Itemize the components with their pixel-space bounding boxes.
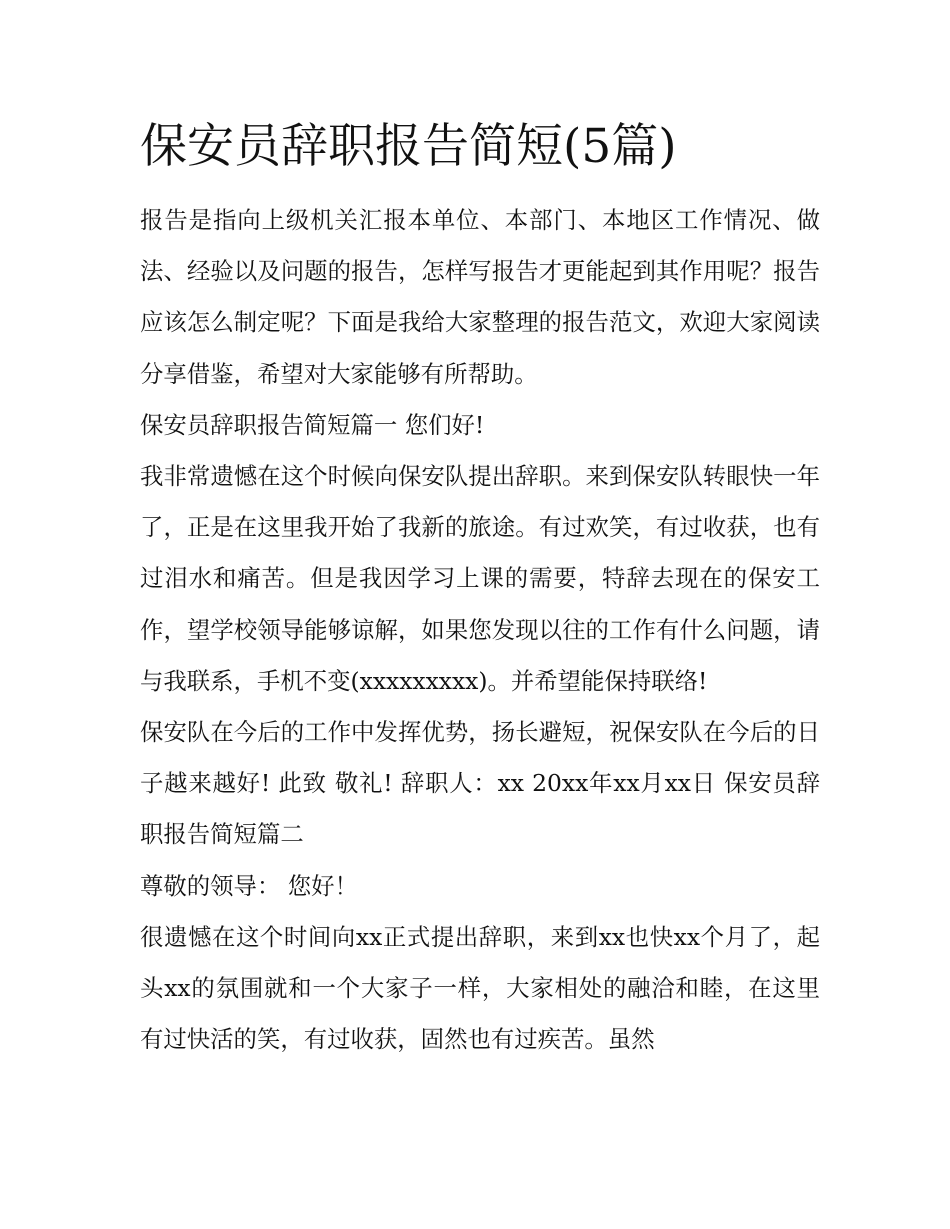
section-two-body: 很遗憾在这个时间向xx正式提出辞职，来到xx也快xx个月了，起头xx的氛围就和一个大家子一样，大家相处的融洽和睦，在这里有过快活的笑，有过收获，固然也有过疾苦。虽然 [140, 922, 820, 1054]
intro-paragraph: 报告是指向上级机关汇报本单位、本部门、本地区工作情况、做法、经验以及问题的报告，怎样写报告才更能起到其作用呢？报告应该怎么制定呢？下面是我给大家整理的报告范文，欢迎大家阅读分享借鉴，希望对大家能够有所帮助。 [140, 206, 820, 388]
section-one-heading: 保安员辞职报告简短篇一 您们好! [140, 410, 485, 439]
document-body [140, 195, 820, 1065]
section-one-body: 我非常遗憾在这个时候向保安队提出辞职。来到保安队转眼快一年了，正是在这里我开始了我新的旅途。有过欢笑，有过收获，也有过泪水和痛苦。但是我因学习上课的需要，特辞去现在的保安工作，望学校领导能够谅解，如果您发现以往的工作有什么问题，请与我联系，手机不变(xxxxxxxxx)。并希望能保持联络! [140, 462, 820, 695]
section-two-greeting: 尊敬的领导： 您好！ [140, 871, 358, 900]
document-title: 保安员辞职报告简短(5篇) [140, 119, 677, 174]
section-one-closing: 保安队在今后的工作中发挥优势，扬长避短，祝保安队在今后的日子越来越好! 此致 敬礼! 辞职人：xx 20xx年xx月xx日 保安员辞职报告简短篇二 [140, 718, 820, 849]
